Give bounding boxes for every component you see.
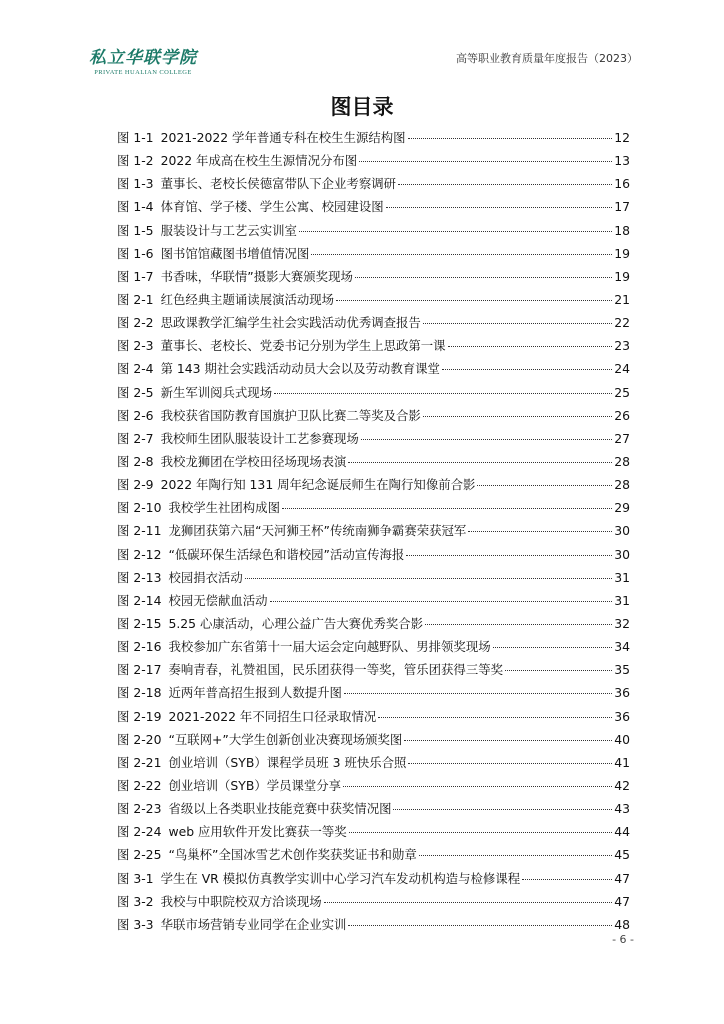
page-number: - 6 - xyxy=(612,933,634,946)
dot-leader xyxy=(348,925,612,926)
figure-label: 图 2-24 xyxy=(117,824,162,840)
figure-caption: 我校获省国防教育国旗护卫队比赛二等奖及合影 xyxy=(160,407,421,423)
dot-leader xyxy=(336,300,612,301)
toc-entry[interactable] xyxy=(117,174,630,197)
toc-entry[interactable] xyxy=(117,128,630,151)
dot-leader xyxy=(270,601,613,602)
toc-entry[interactable] xyxy=(117,568,630,591)
figure-caption: 我校参加广东省第十一届大运会定向越野队、男排领奖现场 xyxy=(168,639,491,655)
toc-entry[interactable] xyxy=(117,151,630,174)
figure-list xyxy=(117,128,630,938)
toc-entry[interactable] xyxy=(117,521,630,544)
page-ref: 28 xyxy=(614,477,630,493)
figure-caption: 我校龙狮团在学校田径场现场表演 xyxy=(160,453,347,469)
figure-label: 图 1-7 xyxy=(117,268,154,284)
page-ref: 45 xyxy=(614,847,630,863)
toc-entry[interactable] xyxy=(117,591,630,614)
figure-caption: 5.25 心康活动，心理公益广告大赛优秀奖合影 xyxy=(168,615,424,631)
toc-entry[interactable] xyxy=(117,383,630,406)
figure-label: 图 1-3 xyxy=(117,176,154,192)
toc-entry[interactable] xyxy=(117,845,630,868)
figure-label: 图 2-7 xyxy=(117,430,154,446)
figure-label: 图 1-2 xyxy=(117,153,154,169)
toc-entry[interactable] xyxy=(117,822,630,845)
page-ref: 12 xyxy=(614,130,630,145)
figure-caption: “互联网+”大学生创新创业决赛现场颁奖图 xyxy=(168,731,403,747)
figure-label: 图 1-5 xyxy=(117,222,154,238)
figure-caption: 服装设计与工艺云实训室 xyxy=(160,222,297,238)
page-ref: 21 xyxy=(614,291,630,307)
dot-leader xyxy=(419,855,613,856)
page-ref: 16 xyxy=(614,176,630,192)
figure-caption: “低碳环保生活绿色和谐校园”活动宣传海报 xyxy=(168,546,405,562)
figure-caption: 省级以上各类职业技能竞赛中获奖情况图 xyxy=(168,801,392,817)
figure-label: 图 2-11 xyxy=(117,523,162,539)
page-ref: 26 xyxy=(614,407,630,423)
dot-leader xyxy=(423,323,612,324)
dot-leader xyxy=(493,647,613,648)
dot-leader xyxy=(299,231,612,232)
page-ref: 43 xyxy=(614,801,630,817)
toc-entry[interactable] xyxy=(117,244,630,267)
dot-leader xyxy=(311,254,612,255)
page-ref: 36 xyxy=(614,708,630,724)
toc-entry[interactable] xyxy=(117,730,630,753)
page-ref: 13 xyxy=(614,153,630,169)
dot-leader xyxy=(349,832,613,833)
dot-leader xyxy=(355,277,612,278)
toc-entry[interactable] xyxy=(117,359,630,382)
figure-label: 图 2-23 xyxy=(117,801,162,817)
dot-leader xyxy=(324,902,613,903)
page-ref: 47 xyxy=(614,893,630,909)
figure-caption: 董事长、老校长、党委书记分别为学生上思政第一课 xyxy=(160,338,446,354)
figure-caption: 华联市场营销专业同学在企业实训 xyxy=(160,916,347,932)
toc-entry[interactable] xyxy=(117,313,630,336)
figure-caption: 创业培训（SYB）课程学员班 3 班快乐合照 xyxy=(168,754,407,770)
page-title: 图目录 xyxy=(330,95,394,119)
logo-chinese-name: 私立华联学院 xyxy=(89,48,197,68)
running-header: 高等职业教育质量年度报告（2023） xyxy=(456,52,638,65)
dot-leader xyxy=(343,786,612,787)
page-ref: 19 xyxy=(614,245,630,261)
dot-leader xyxy=(423,416,612,417)
page-ref: 48 xyxy=(614,916,630,932)
figure-label: 图 2-21 xyxy=(117,754,162,770)
figure-caption: 我校与中职院校双方洽谈现场 xyxy=(160,893,322,909)
dot-leader xyxy=(359,161,612,162)
toc-entry[interactable] xyxy=(117,683,630,706)
page-ref: 19 xyxy=(614,268,630,284)
page-ref: 22 xyxy=(614,315,630,331)
toc-entry[interactable] xyxy=(117,614,630,637)
toc-entry[interactable] xyxy=(117,197,630,220)
figure-label: 图 2-18 xyxy=(117,685,162,701)
page-ref: 32 xyxy=(614,615,630,631)
figure-label: 图 2-22 xyxy=(117,777,162,793)
figure-caption: 体育馆、学子楼、学生公寓、校园建设图 xyxy=(160,199,384,215)
figure-caption: 2022 年陶行知 131 周年纪念诞辰师生在陶行知像前合影 xyxy=(160,477,476,493)
toc-entry[interactable] xyxy=(117,776,630,799)
page-ref: 42 xyxy=(614,777,630,793)
figure-caption: 近两年普高招生报到人数提升图 xyxy=(168,685,342,701)
toc-entry[interactable] xyxy=(117,290,630,313)
figure-caption: 思政课教学汇编学生社会实践活动优秀调查报告 xyxy=(160,315,421,331)
figure-caption: 奏响青春，礼赞祖国，民乐团获得一等奖，管乐团获得三等奖 xyxy=(168,662,503,678)
figure-caption: 第 143 期社会实践活动动员大会以及劳动教育课堂 xyxy=(160,361,440,377)
figure-label: 图 2-12 xyxy=(117,546,162,562)
figure-caption: “鸟巢杯”全国冰雪艺术创作奖获奖证书和勋章 xyxy=(168,847,417,863)
dot-leader xyxy=(522,879,612,880)
toc-entry[interactable] xyxy=(117,660,630,683)
figure-label: 图 2-10 xyxy=(117,500,162,516)
figure-caption: 董事长、老校长侯德富带队下企业考察调研 xyxy=(160,176,396,192)
toc-entry[interactable] xyxy=(117,221,630,244)
toc-entry[interactable] xyxy=(117,475,630,498)
figure-caption: 书香味，华联情”摄影大赛颁奖现场 xyxy=(160,268,353,284)
dot-leader xyxy=(448,346,613,347)
figure-caption: web 应用软件开发比赛获一等奖 xyxy=(168,824,347,840)
page-ref: 44 xyxy=(614,824,630,840)
figure-label: 图 3-2 xyxy=(117,893,154,909)
toc-entry[interactable] xyxy=(117,753,630,776)
page-ref: 23 xyxy=(614,338,630,354)
figure-caption: 新生军训阅兵式现场 xyxy=(160,384,273,400)
toc-entry[interactable] xyxy=(117,406,630,429)
page-ref: 36 xyxy=(614,685,630,701)
figure-caption: 我校师生团队服装设计工艺参赛现场 xyxy=(160,430,359,446)
figure-label: 图 2-19 xyxy=(117,708,162,724)
figure-label: 图 1-4 xyxy=(117,199,154,215)
figure-label: 图 2-15 xyxy=(117,615,162,631)
toc-entry[interactable] xyxy=(117,892,630,915)
page-ref: 47 xyxy=(614,870,630,886)
figure-caption: 校园无偿献血活动 xyxy=(168,592,268,608)
dot-leader xyxy=(468,531,612,532)
figure-label: 图 2-2 xyxy=(117,315,154,331)
college-logo xyxy=(88,48,198,76)
dot-leader xyxy=(425,624,612,625)
figure-label: 图 2-8 xyxy=(117,453,154,469)
page-ref: 31 xyxy=(614,569,630,585)
page-ref: 17 xyxy=(614,199,630,215)
dot-leader xyxy=(378,717,612,718)
logo-english-name: PRIVATE HUALIAN COLLEGE xyxy=(94,69,192,76)
toc-entry[interactable] xyxy=(117,429,630,452)
figure-caption: 校园捐衣活动 xyxy=(168,569,243,585)
page-ref: 24 xyxy=(614,361,630,377)
figure-label: 图 3-1 xyxy=(117,870,154,886)
dot-leader xyxy=(361,439,612,440)
figure-caption: 2021-2022 年不同招生口径录取情况 xyxy=(168,708,377,724)
toc-entry[interactable] xyxy=(117,707,630,730)
page-ref: 30 xyxy=(614,523,630,539)
figure-label: 图 3-3 xyxy=(117,916,154,932)
figure-caption: 我校学生社团构成图 xyxy=(168,500,280,516)
figure-label: 图 2-16 xyxy=(117,639,162,655)
page-ref: 40 xyxy=(614,731,630,747)
figure-label: 图 1-6 xyxy=(117,245,154,261)
figure-label: 图 2-20 xyxy=(117,731,162,747)
figure-label: 图 2-9 xyxy=(117,477,154,493)
page-ref: 30 xyxy=(614,546,630,562)
figure-label: 图 2-25 xyxy=(117,847,162,863)
dot-leader xyxy=(477,485,612,486)
dot-leader xyxy=(274,393,612,394)
figure-caption: 2022 年成高在校生生源情况分布图 xyxy=(160,153,358,169)
page-ref: 35 xyxy=(614,662,630,678)
dot-leader xyxy=(442,369,612,370)
toc-entry[interactable] xyxy=(117,915,630,938)
page-ref: 27 xyxy=(614,430,630,446)
dot-leader xyxy=(505,670,612,671)
dot-leader xyxy=(393,809,612,810)
dot-leader xyxy=(386,207,613,208)
page-ref: 18 xyxy=(614,222,630,238)
dot-leader xyxy=(408,763,612,764)
page-ref: 29 xyxy=(614,500,630,516)
figure-caption: 学生在 VR 模拟仿真教学实训中心学习汽车发动机构造与检修课程 xyxy=(160,870,521,886)
toc-entry[interactable] xyxy=(117,452,630,475)
page-ref: 25 xyxy=(614,384,630,400)
figure-caption: 创业培训（SYB）学员课堂分享 xyxy=(168,777,342,793)
figure-caption: 2021-2022 学年普通专科在校生生源结构图 xyxy=(160,130,406,145)
figure-label: 图 2-17 xyxy=(117,662,162,678)
figure-label: 图 2-6 xyxy=(117,407,154,423)
toc-entry[interactable] xyxy=(117,799,630,822)
figure-label: 图 2-13 xyxy=(117,569,162,585)
page-ref: 34 xyxy=(614,639,630,655)
toc-entry[interactable] xyxy=(117,869,630,892)
toc-entry[interactable] xyxy=(117,336,630,359)
toc-entry[interactable] xyxy=(117,637,630,660)
page-ref: 28 xyxy=(614,453,630,469)
dot-leader xyxy=(344,693,612,694)
dot-leader xyxy=(398,184,612,185)
dot-leader xyxy=(408,138,613,139)
page-ref: 31 xyxy=(614,592,630,608)
figure-caption: 图书馆馆藏图书增值情况图 xyxy=(160,245,310,261)
dot-leader xyxy=(406,555,612,556)
toc-entry[interactable] xyxy=(117,498,630,521)
dot-leader xyxy=(348,462,612,463)
figure-label: 图 2-1 xyxy=(117,291,154,307)
figure-label: 图 2-3 xyxy=(117,338,154,354)
toc-entry[interactable] xyxy=(117,545,630,568)
figure-label: 图 2-14 xyxy=(117,592,162,608)
dot-leader xyxy=(282,508,612,509)
figure-label: 图 1-1 xyxy=(117,130,154,145)
figure-caption: 红色经典主题诵读展演活动现场 xyxy=(160,291,335,307)
dot-leader xyxy=(404,740,612,741)
figure-label: 图 2-4 xyxy=(117,361,154,377)
dot-leader xyxy=(245,578,612,579)
figure-label: 图 2-5 xyxy=(117,384,154,400)
toc-entry[interactable] xyxy=(117,267,630,290)
page-ref: 41 xyxy=(614,754,630,770)
figure-caption: 龙狮团获第六届“天河狮王杯”传统南狮争霸赛荣获冠军 xyxy=(168,523,467,539)
